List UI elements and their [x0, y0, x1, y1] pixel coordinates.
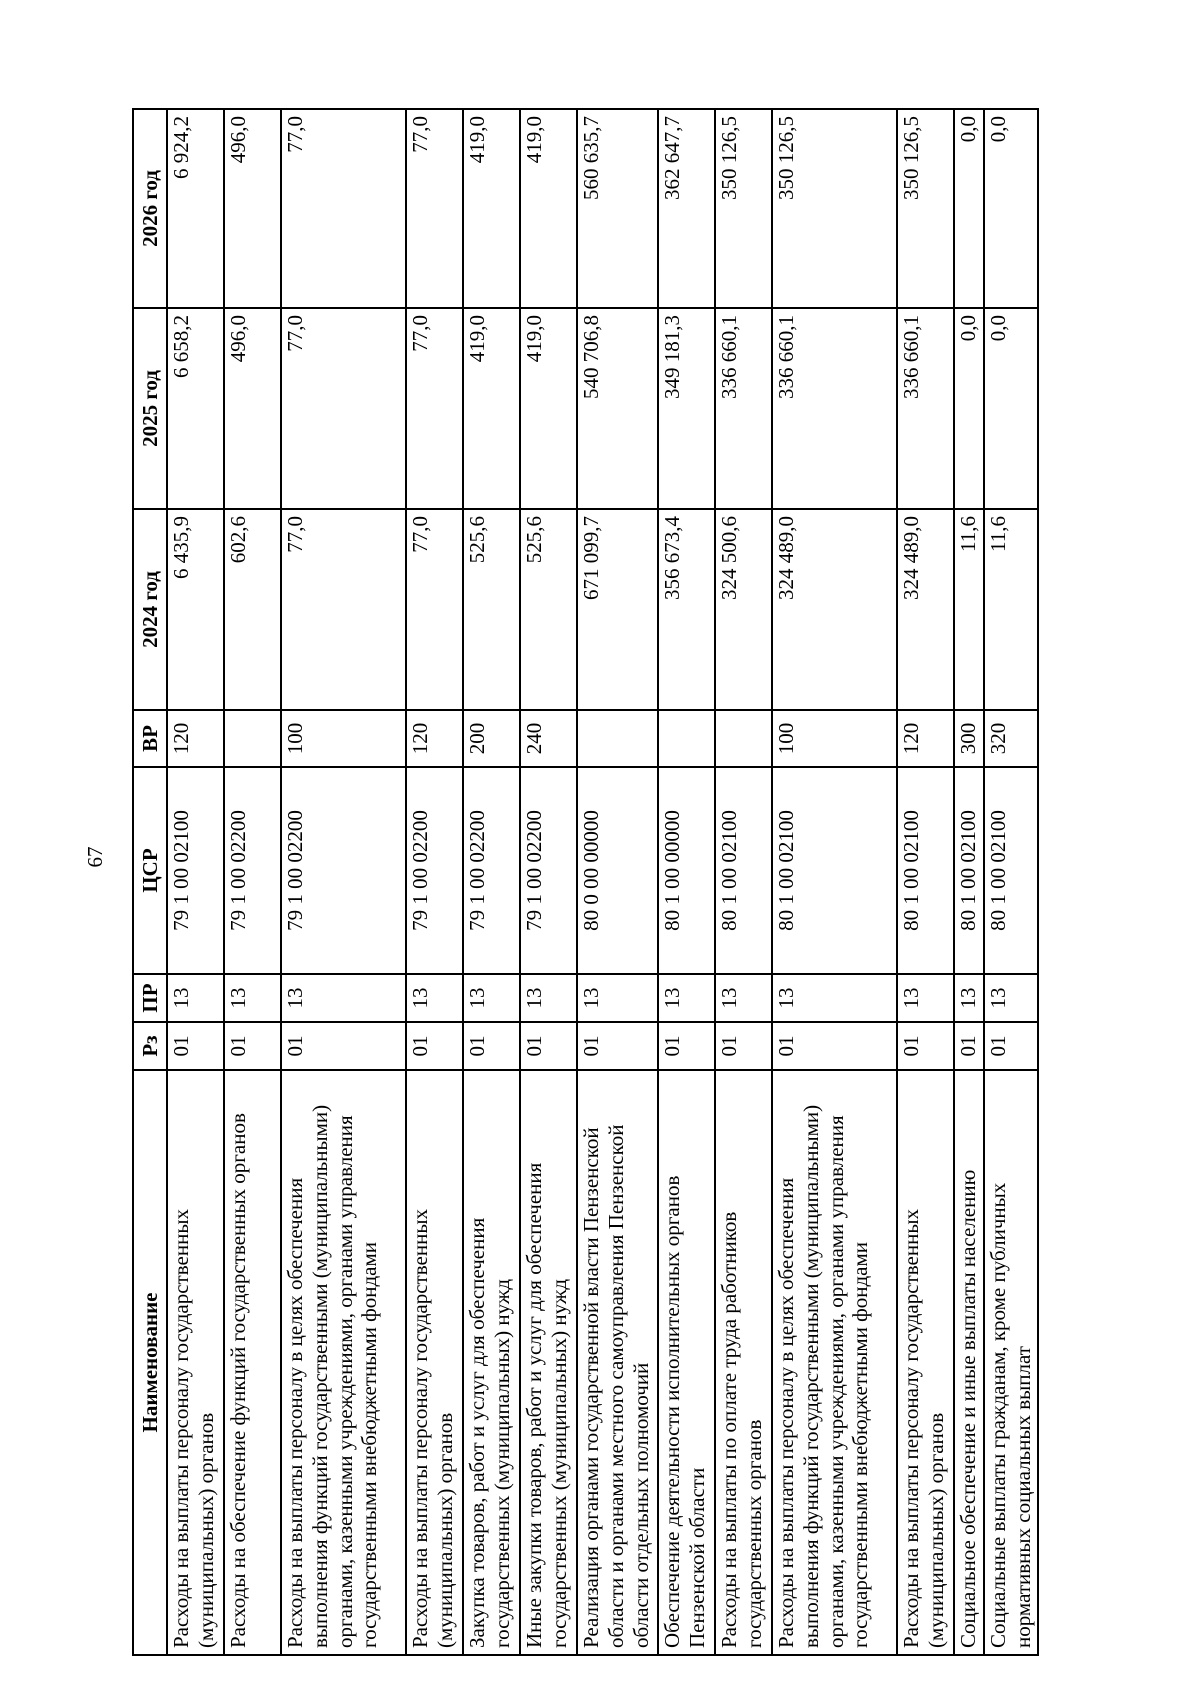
row-2025: 0,0: [984, 308, 1038, 509]
row-vr: [715, 710, 772, 767]
header-name: Наименование: [133, 1070, 167, 1655]
row-rz: 01: [577, 1022, 658, 1070]
row-pr: 13: [984, 974, 1038, 1022]
row-name: Расходы на выплаты персоналу в целях обеспечения выполнения функций государственными (муниципальными) органами, казенными учреждениями, органами управления государственными внебюджетными фондами: [281, 1070, 406, 1655]
table-row: [406, 109, 463, 1655]
row-name: Расходы на выплаты персоналу в целях обеспечения выполнения функций государственными (муниципальными) органами, казенными учреждениями, органами управления государственными внебюджетными фондами: [772, 1070, 897, 1655]
table-row: [463, 109, 520, 1655]
table-row: [658, 109, 715, 1655]
row-2026: 496,0: [224, 109, 281, 308]
row-csr: 80 1 00 02100: [984, 767, 1038, 974]
row-2026: 362 647,7: [658, 109, 715, 308]
row-2026: 77,0: [406, 109, 463, 308]
row-pr: 13: [406, 974, 463, 1022]
row-csr: 79 1 00 02200: [224, 767, 281, 974]
budget-table-wrapper: [132, 110, 1035, 1656]
row-2024: 525,6: [463, 509, 520, 710]
header-2025: 2025 год: [133, 308, 167, 509]
row-2026: 419,0: [463, 109, 520, 308]
row-vr: 100: [772, 710, 897, 767]
row-csr: 79 1 00 02200: [281, 767, 406, 974]
row-name: Обеспечение деятельности исполнительных органов Пензенской области: [658, 1070, 715, 1655]
row-2026: 350 126,5: [897, 109, 954, 308]
row-pr: 13: [224, 974, 281, 1022]
row-2025: 419,0: [463, 308, 520, 509]
row-rz: 01: [520, 1022, 577, 1070]
row-2024: 324 489,0: [772, 509, 897, 710]
row-2024: 324 500,6: [715, 509, 772, 710]
row-2025: 336 660,1: [715, 308, 772, 509]
row-rz: 01: [658, 1022, 715, 1070]
row-name: Закупка товаров, работ и услуг для обеспечения государственных (муниципальных) нужд: [463, 1070, 520, 1655]
row-2024: 11,6: [954, 509, 984, 710]
row-csr: 79 1 00 02200: [520, 767, 577, 974]
row-name: Социальные выплаты гражданам, кроме публичных нормативных социальных выплат: [984, 1070, 1038, 1655]
row-2026: 560 635,7: [577, 109, 658, 308]
row-csr: 80 1 00 02100: [897, 767, 954, 974]
row-2024: 602,6: [224, 509, 281, 710]
row-csr: 79 1 00 02100: [167, 767, 224, 974]
row-csr: 80 1 00 02100: [954, 767, 984, 974]
row-2024: 6 435,9: [167, 509, 224, 710]
row-2025: 496,0: [224, 308, 281, 509]
table-row: [520, 109, 577, 1655]
row-2025: 349 181,3: [658, 308, 715, 509]
row-2025: 77,0: [406, 308, 463, 509]
row-csr: 80 1 00 02100: [772, 767, 897, 974]
row-csr: 80 1 00 00000: [658, 767, 715, 974]
row-pr: 13: [772, 974, 897, 1022]
row-vr: [224, 710, 281, 767]
header-2024: 2024 год: [133, 509, 167, 710]
budget-table: [132, 108, 1039, 1656]
row-2024: 671 099,7: [577, 509, 658, 710]
row-vr: 120: [167, 710, 224, 767]
row-2024: 77,0: [406, 509, 463, 710]
row-rz: 01: [954, 1022, 984, 1070]
row-2026: 0,0: [954, 109, 984, 308]
row-rz: 01: [224, 1022, 281, 1070]
row-2024: 356 673,4: [658, 509, 715, 710]
row-vr: 120: [406, 710, 463, 767]
row-pr: 13: [281, 974, 406, 1022]
row-pr: 13: [167, 974, 224, 1022]
page-number: 67: [83, 846, 107, 868]
row-csr: 80 1 00 02100: [715, 767, 772, 974]
row-name: Расходы на выплаты персоналу государственных (муниципальных) органов: [897, 1070, 954, 1655]
row-vr: [658, 710, 715, 767]
row-name: Расходы на выплаты персоналу государственных (муниципальных) органов: [167, 1070, 224, 1655]
row-pr: 13: [520, 974, 577, 1022]
row-pr: 13: [954, 974, 984, 1022]
table-row: [224, 109, 281, 1655]
row-2026: 6 924,2: [167, 109, 224, 308]
row-2024: 525,6: [520, 509, 577, 710]
row-vr: 120: [897, 710, 954, 767]
row-csr: 80 0 00 00000: [577, 767, 658, 974]
row-name: Расходы на выплаты по оплате труда работников государственных органов: [715, 1070, 772, 1655]
header-rz: Рз: [133, 1022, 167, 1070]
row-vr: 320: [984, 710, 1038, 767]
row-2025: 77,0: [281, 308, 406, 509]
row-2025: 6 658,2: [167, 308, 224, 509]
row-rz: 01: [984, 1022, 1038, 1070]
table-row: [954, 109, 984, 1655]
row-2026: 77,0: [281, 109, 406, 308]
row-pr: 13: [658, 974, 715, 1022]
row-2024: 77,0: [281, 509, 406, 710]
table-header-row: [133, 109, 167, 1655]
row-rz: 01: [897, 1022, 954, 1070]
row-rz: 01: [715, 1022, 772, 1070]
row-csr: 79 1 00 02200: [406, 767, 463, 974]
row-2024: 11,6: [984, 509, 1038, 710]
table-row: [897, 109, 954, 1655]
row-name: Расходы на обеспечение функций государственных органов: [224, 1070, 281, 1655]
row-vr: 200: [463, 710, 520, 767]
row-2025: 336 660,1: [772, 308, 897, 509]
row-name: Социальное обеспечение и иные выплаты населению: [954, 1070, 984, 1655]
row-rz: 01: [772, 1022, 897, 1070]
row-2026: 350 126,5: [715, 109, 772, 308]
row-2025: 336 660,1: [897, 308, 954, 509]
row-pr: 13: [463, 974, 520, 1022]
row-pr: 13: [897, 974, 954, 1022]
row-name: Расходы на выплаты персоналу государственных (муниципальных) органов: [406, 1070, 463, 1655]
row-rz: 01: [463, 1022, 520, 1070]
row-vr: 100: [281, 710, 406, 767]
row-pr: 13: [715, 974, 772, 1022]
row-2026: 350 126,5: [772, 109, 897, 308]
row-2025: 540 706,8: [577, 308, 658, 509]
table-row: [715, 109, 772, 1655]
row-csr: 79 1 00 02200: [463, 767, 520, 974]
table-row: [577, 109, 658, 1655]
row-vr: 240: [520, 710, 577, 767]
table-row: [281, 109, 406, 1655]
row-rz: 01: [167, 1022, 224, 1070]
table-row: [984, 109, 1038, 1655]
row-2026: 419,0: [520, 109, 577, 308]
row-vr: [577, 710, 658, 767]
header-csr: ЦСР: [133, 767, 167, 974]
table-row: [772, 109, 897, 1655]
row-vr: 300: [954, 710, 984, 767]
row-2025: 419,0: [520, 308, 577, 509]
row-pr: 13: [577, 974, 658, 1022]
header-pr: ПР: [133, 974, 167, 1022]
header-vr: ВР: [133, 710, 167, 767]
row-rz: 01: [281, 1022, 406, 1070]
row-2026: 0,0: [984, 109, 1038, 308]
row-2024: 324 489,0: [897, 509, 954, 710]
row-rz: 01: [406, 1022, 463, 1070]
row-name: Реализация органами государственной власти Пензенской области и органами местного самоуправления Пензенской области отдельных полномочий: [577, 1070, 658, 1655]
row-name: Иные закупки товаров, работ и услуг для обеспечения государственных (муниципальных) нужд: [520, 1070, 577, 1655]
table-row: [167, 109, 224, 1655]
header-2026: 2026 год: [133, 109, 167, 308]
row-2025: 0,0: [954, 308, 984, 509]
